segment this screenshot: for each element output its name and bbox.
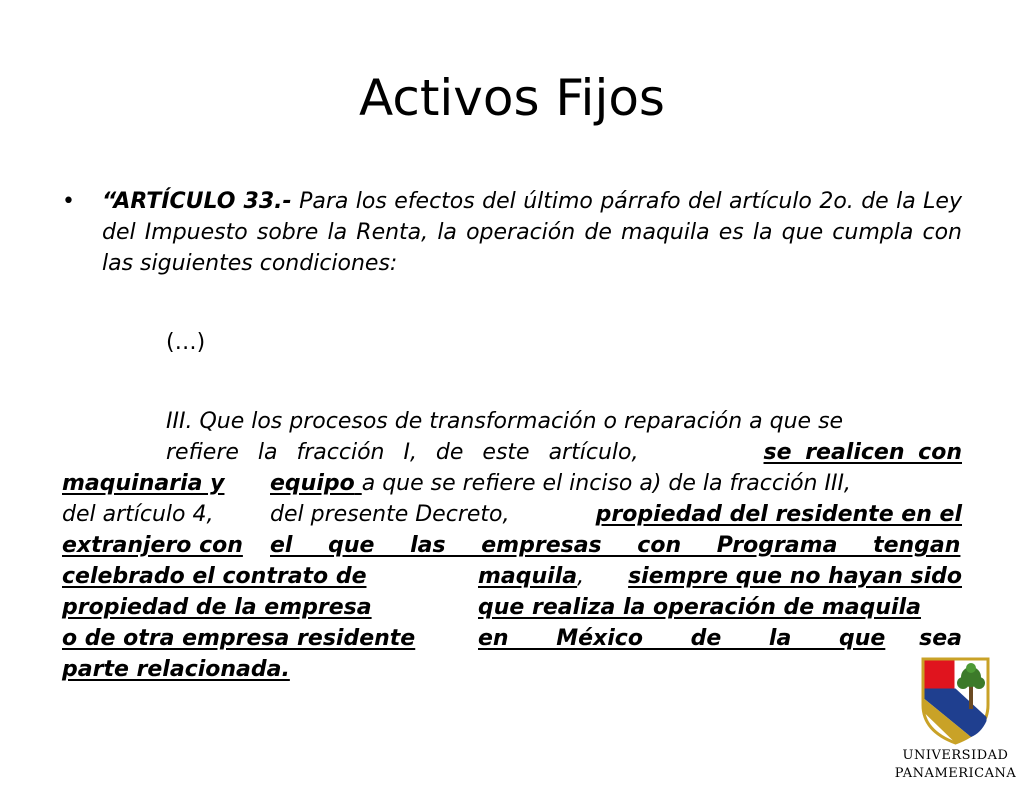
item-line-7-left: propiedad de la empresa <box>62 595 372 620</box>
university-crest-icon <box>893 655 1018 745</box>
item-line-6-left: celebrado el contrato de <box>62 564 367 589</box>
item-line-3-right: equipo a que se refiere el inciso a) de la fracción III, <box>270 471 851 496</box>
item-line-9: parte relacionada. <box>62 657 290 682</box>
slide-title: Activos Fijos <box>359 69 665 127</box>
item-line-3-left: maquinaria y <box>62 471 225 496</box>
item-line-4-left: del artículo 4, <box>62 502 214 527</box>
logo-line-2: PANAMERICANA <box>894 766 1017 781</box>
item-line-5-left: extranjero con <box>62 533 243 558</box>
intro-text: Para los efectos del último párrafo del artículo 2o. de la Ley del Impuesto sobre la Renta, la operación de maquila es la que cumpla con las siguientes condiciones: <box>102 189 962 276</box>
ellipsis: (…) <box>166 330 206 355</box>
university-logo <box>893 655 1018 785</box>
bullet-marker: • <box>62 189 75 214</box>
article-label: “ARTÍCULO 33.- <box>102 189 292 214</box>
item-text-emphasis: se realicen con <box>763 440 962 465</box>
item-line-2 <box>166 437 962 468</box>
item-line-1: III. Que los procesos de transformación o reparación a que se <box>166 409 844 434</box>
item-line-7-right: que realiza la operación de maquila <box>478 595 921 620</box>
item-line-8-right: en México de la que sea <box>478 626 962 651</box>
item-text: refiere la fracción I, de este artículo, <box>166 440 639 465</box>
item-line-4-right: del presente Decreto, propiedad del residente en el <box>270 502 962 527</box>
logo-line-1: UNIVERSIDAD <box>902 748 1009 763</box>
item-line-8-left: o de otra empresa residente <box>62 626 416 651</box>
item-line-6-right: maquila, siempre que no hayan sido <box>478 564 962 589</box>
item-line-5-right: el que las empresas con Programa tengan <box>270 533 961 558</box>
intro-paragraph <box>102 186 962 279</box>
